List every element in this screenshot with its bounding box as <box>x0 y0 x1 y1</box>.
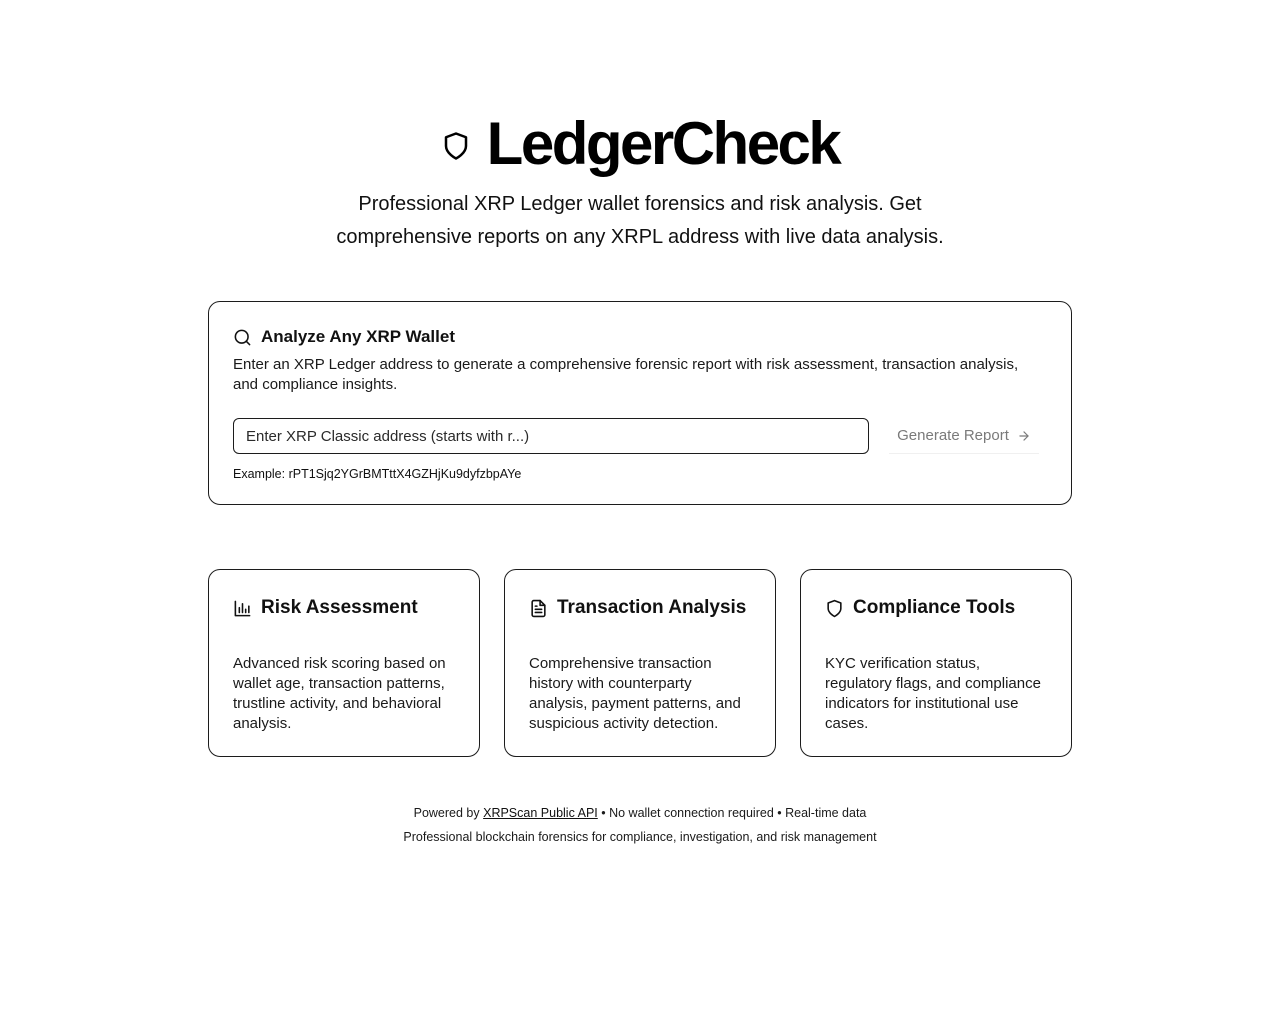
footer-powered-suffix: • No wallet connection required • Real-time data <box>601 806 867 820</box>
generate-report-button[interactable] <box>889 418 1039 454</box>
hero <box>0 108 1280 254</box>
feature-description: Advanced risk scoring based on wallet age, transaction patterns, trustline activity, and behavioral analysis. <box>233 655 446 732</box>
feature-description: Comprehensive transaction history with counterparty analysis, payment patterns, and suspicious activity detection. <box>529 655 741 732</box>
brand <box>441 108 840 180</box>
address-input-row <box>233 418 1047 454</box>
feature-title: Compliance Tools <box>853 597 1016 618</box>
feature-header <box>529 596 751 620</box>
feature-card-compliance-tools <box>800 569 1072 757</box>
footer-powered-by <box>0 805 1280 822</box>
analyze-card <box>208 301 1072 505</box>
feature-description: KYC verification status, regulatory flags, and compliance indicators for institutional use cases. <box>825 655 1041 732</box>
footer-powered-prefix: Powered by <box>413 806 480 820</box>
analyze-card-header <box>233 326 1047 348</box>
features <box>208 569 1072 757</box>
shield-icon <box>441 125 471 163</box>
arrow-right-icon <box>1017 429 1031 443</box>
footer-tagline: Professional blockchain forensics for compliance, investigation, and risk management <box>403 830 877 844</box>
example-address: Example: rPT1Sjq2YGrBMTttX4GZHjKu9dyfzbpAYe <box>233 467 522 481</box>
address-input[interactable] <box>233 418 869 454</box>
search-icon <box>233 328 252 347</box>
feature-card-transaction-analysis <box>504 569 776 757</box>
analyze-description: Enter an XRP Ledger address to generate a comprehensive forensic report with risk assessment, transaction analysis, and compliance insights. <box>233 356 1019 393</box>
generate-report-label: Generate Report <box>897 427 1009 444</box>
feature-header <box>825 596 1047 620</box>
tagline: Professional XRP Ledger wallet forensics and risk analysis. Get comprehensive reports on any XRPL address with live data analysis. <box>336 193 944 248</box>
analyze-title: Analyze Any XRP Wallet <box>261 327 455 346</box>
footer <box>0 805 1280 846</box>
feature-title: Transaction Analysis <box>557 597 747 618</box>
feature-title: Risk Assessment <box>261 597 418 618</box>
document-icon <box>529 599 548 618</box>
app-title: LedgerCheck <box>486 110 840 177</box>
bar-chart-icon <box>233 599 252 618</box>
xrpscan-api-link[interactable]: XRPScan Public API <box>483 806 598 820</box>
feature-header <box>233 596 455 620</box>
shield-icon <box>825 599 844 618</box>
feature-card-risk-assessment <box>208 569 480 757</box>
